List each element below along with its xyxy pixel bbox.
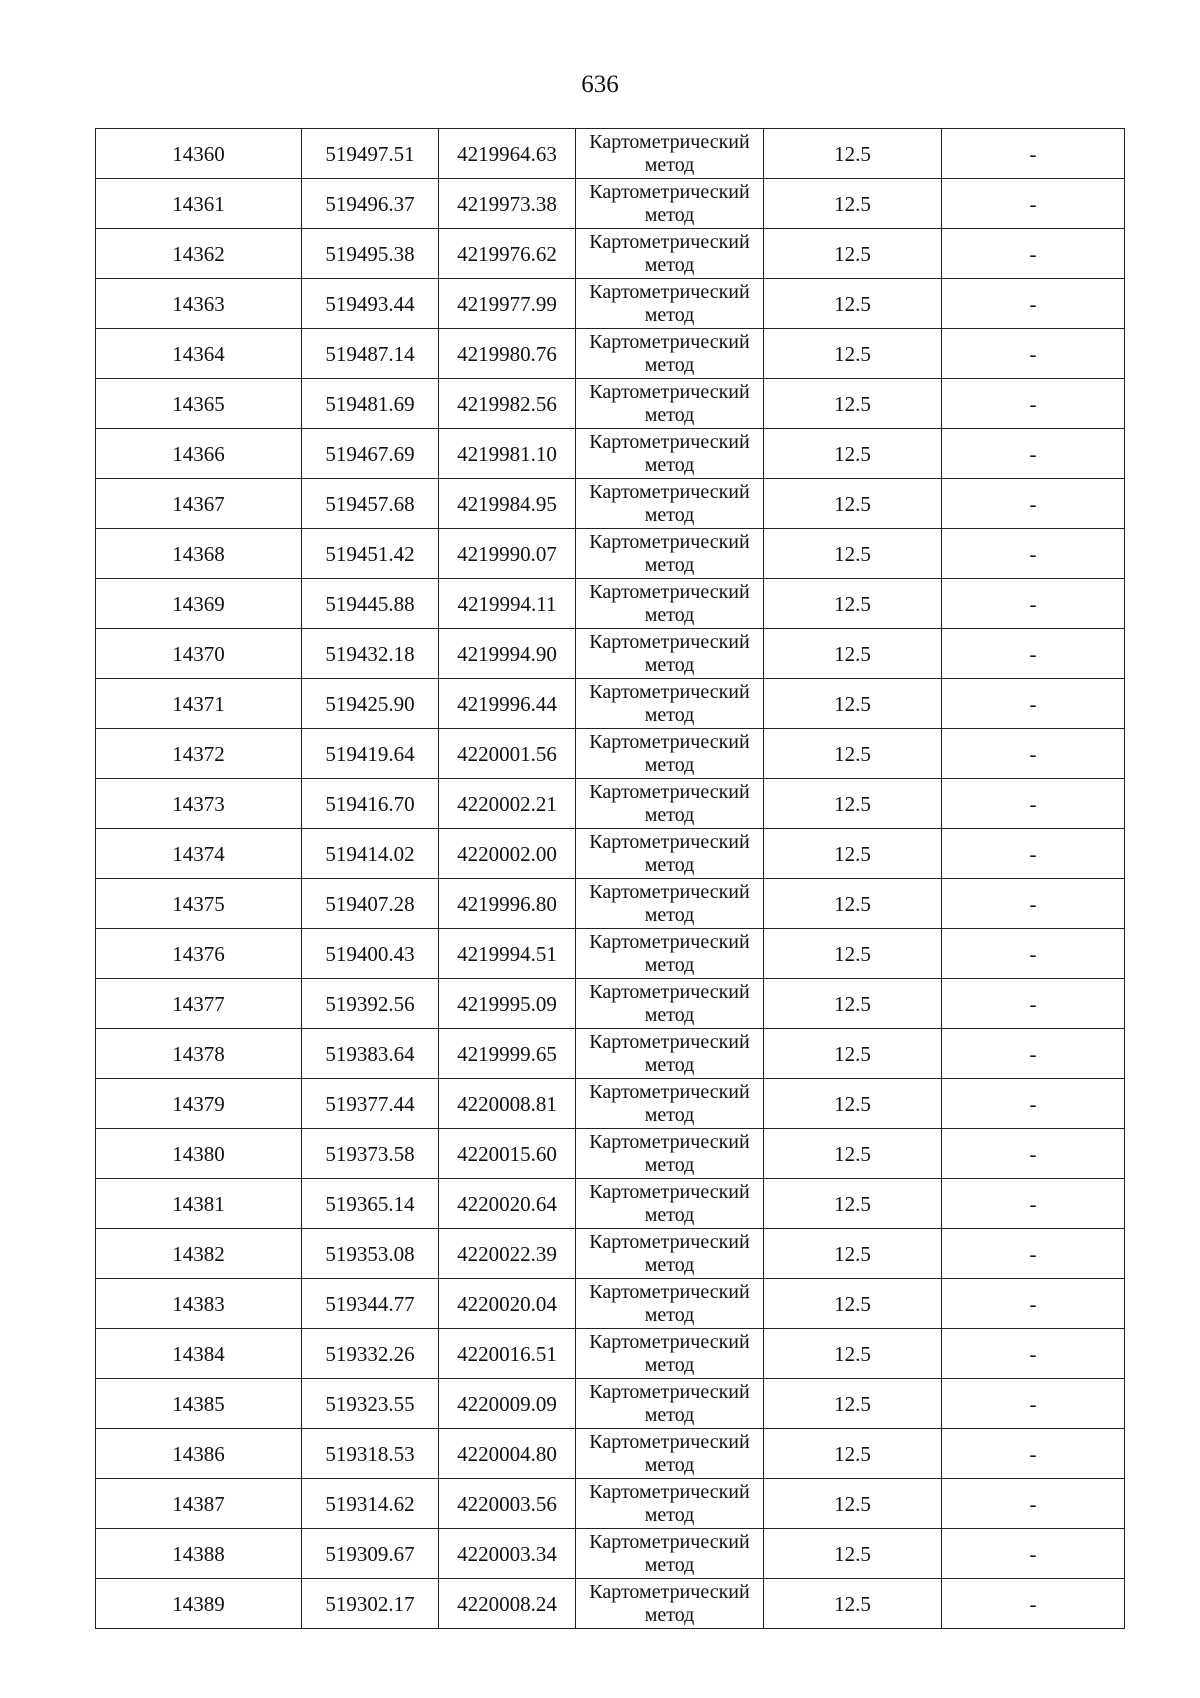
method-line-2: метод <box>644 503 695 526</box>
note-cell: - <box>942 329 1125 379</box>
x-coordinate-cell: 519383.64 <box>302 1029 439 1079</box>
point-number-cell: 14378 <box>96 1029 302 1079</box>
note-cell: - <box>942 229 1125 279</box>
method-cell <box>576 829 764 879</box>
method-cell <box>576 379 764 429</box>
y-coordinate-cell: 4219999.65 <box>439 1029 576 1079</box>
x-coordinate-cell: 519344.77 <box>302 1279 439 1329</box>
method-line-1: Картометрический <box>589 1030 750 1053</box>
accuracy-cell: 12.5 <box>764 779 942 829</box>
point-number-cell: 14387 <box>96 1479 302 1529</box>
method-cell <box>576 929 764 979</box>
method-cell <box>576 1229 764 1279</box>
method-line-1: Картометрический <box>589 280 750 303</box>
note-cell: - <box>942 679 1125 729</box>
method-cell <box>576 1329 764 1379</box>
y-coordinate-cell: 4220001.56 <box>439 729 576 779</box>
point-number-cell: 14368 <box>96 529 302 579</box>
method-line-2: метод <box>644 1253 695 1276</box>
method-line-1: Картометрический <box>589 1480 750 1503</box>
method-line-1: Картометрический <box>589 880 750 903</box>
method-line-1: Картометрический <box>589 830 750 853</box>
method-line-2: метод <box>644 803 695 826</box>
x-coordinate-cell: 519497.51 <box>302 129 439 179</box>
note-cell: - <box>942 1379 1125 1429</box>
method-cell <box>576 229 764 279</box>
method-line-2: метод <box>644 1353 695 1376</box>
page-number: 636 <box>581 71 619 98</box>
accuracy-cell: 12.5 <box>764 1079 942 1129</box>
point-number-cell: 14365 <box>96 379 302 429</box>
note-cell: - <box>942 479 1125 529</box>
table-row <box>96 1229 1125 1279</box>
point-number-cell: 14386 <box>96 1429 302 1479</box>
accuracy-cell: 12.5 <box>764 429 942 479</box>
method-cell <box>576 1079 764 1129</box>
method-line-1: Картометрический <box>589 1080 750 1103</box>
method-line-2: метод <box>644 1453 695 1476</box>
method-cell <box>576 179 764 229</box>
point-number-cell: 14374 <box>96 829 302 879</box>
point-number-cell: 14360 <box>96 129 302 179</box>
x-coordinate-cell: 519432.18 <box>302 629 439 679</box>
note-cell: - <box>942 579 1125 629</box>
y-coordinate-cell: 4220004.80 <box>439 1429 576 1479</box>
method-line-1: Картометрический <box>589 230 750 253</box>
method-cell <box>576 579 764 629</box>
x-coordinate-cell: 519314.62 <box>302 1479 439 1529</box>
accuracy-cell: 12.5 <box>764 679 942 729</box>
x-coordinate-cell: 519302.17 <box>302 1579 439 1629</box>
note-cell: - <box>942 1229 1125 1279</box>
method-line-1: Картометрический <box>589 1530 750 1553</box>
point-number-cell: 14384 <box>96 1329 302 1379</box>
accuracy-cell: 12.5 <box>764 379 942 429</box>
method-line-1: Картометрический <box>589 980 750 1003</box>
method-line-1: Картометрический <box>589 580 750 603</box>
method-cell <box>576 1129 764 1179</box>
method-line-1: Картометрический <box>589 780 750 803</box>
y-coordinate-cell: 4220003.34 <box>439 1529 576 1579</box>
method-line-2: метод <box>644 1553 695 1576</box>
note-cell: - <box>942 1029 1125 1079</box>
x-coordinate-cell: 519318.53 <box>302 1429 439 1479</box>
table-row <box>96 1079 1125 1129</box>
method-cell <box>576 1529 764 1579</box>
method-line-2: метод <box>644 753 695 776</box>
x-coordinate-cell: 519425.90 <box>302 679 439 729</box>
method-cell <box>576 429 764 479</box>
table-row <box>96 1279 1125 1329</box>
y-coordinate-cell: 4219977.99 <box>439 279 576 329</box>
method-line-2: метод <box>644 1303 695 1326</box>
point-number-cell: 14371 <box>96 679 302 729</box>
point-number-cell: 14361 <box>96 179 302 229</box>
y-coordinate-cell: 4219995.09 <box>439 979 576 1029</box>
table-row <box>96 879 1125 929</box>
note-cell: - <box>942 829 1125 879</box>
accuracy-cell: 12.5 <box>764 1379 942 1429</box>
method-line-2: метод <box>644 1603 695 1626</box>
method-line-1: Картометрический <box>589 1430 750 1453</box>
y-coordinate-cell: 4219994.90 <box>439 629 576 679</box>
point-number-cell: 14364 <box>96 329 302 379</box>
x-coordinate-cell: 519467.69 <box>302 429 439 479</box>
x-coordinate-cell: 519457.68 <box>302 479 439 529</box>
accuracy-cell: 12.5 <box>764 179 942 229</box>
table-row <box>96 479 1125 529</box>
point-number-cell: 14367 <box>96 479 302 529</box>
note-cell: - <box>942 1129 1125 1179</box>
method-cell <box>576 979 764 1029</box>
note-cell: - <box>942 1079 1125 1129</box>
note-cell: - <box>942 729 1125 779</box>
point-number-cell: 14383 <box>96 1279 302 1329</box>
point-number-cell: 14389 <box>96 1579 302 1629</box>
y-coordinate-cell: 4220020.04 <box>439 1279 576 1329</box>
table-row <box>96 179 1125 229</box>
point-number-cell: 14385 <box>96 1379 302 1429</box>
coordinates-table <box>95 128 1125 1629</box>
note-cell: - <box>942 1279 1125 1329</box>
coordinates-table-body <box>96 129 1125 1629</box>
accuracy-cell: 12.5 <box>764 329 942 379</box>
accuracy-cell: 12.5 <box>764 1129 942 1179</box>
y-coordinate-cell: 4219964.63 <box>439 129 576 179</box>
method-line-1: Картометрический <box>589 730 750 753</box>
x-coordinate-cell: 519451.42 <box>302 529 439 579</box>
point-number-cell: 14370 <box>96 629 302 679</box>
method-line-2: метод <box>644 853 695 876</box>
x-coordinate-cell: 519481.69 <box>302 379 439 429</box>
accuracy-cell: 12.5 <box>764 1329 942 1379</box>
accuracy-cell: 12.5 <box>764 1579 942 1629</box>
method-cell <box>576 1379 764 1429</box>
accuracy-cell: 12.5 <box>764 829 942 879</box>
table-row <box>96 1529 1125 1579</box>
method-cell <box>576 879 764 929</box>
method-line-1: Картометрический <box>589 1380 750 1403</box>
y-coordinate-cell: 4220022.39 <box>439 1229 576 1279</box>
accuracy-cell: 12.5 <box>764 929 942 979</box>
method-cell <box>576 1029 764 1079</box>
method-line-2: метод <box>644 1403 695 1426</box>
accuracy-cell: 12.5 <box>764 1279 942 1329</box>
method-line-1: Картометрический <box>589 630 750 653</box>
method-cell <box>576 129 764 179</box>
table-row <box>96 1179 1125 1229</box>
note-cell: - <box>942 979 1125 1029</box>
x-coordinate-cell: 519496.37 <box>302 179 439 229</box>
point-number-cell: 14373 <box>96 779 302 829</box>
note-cell: - <box>942 929 1125 979</box>
table-row <box>96 729 1125 779</box>
y-coordinate-cell: 4220008.81 <box>439 1079 576 1129</box>
table-row <box>96 629 1125 679</box>
method-line-1: Картометрический <box>589 1580 750 1603</box>
table-row <box>96 779 1125 829</box>
table-row <box>96 329 1125 379</box>
y-coordinate-cell: 4220008.24 <box>439 1579 576 1629</box>
method-line-2: метод <box>644 553 695 576</box>
method-cell <box>576 1279 764 1329</box>
x-coordinate-cell: 519493.44 <box>302 279 439 329</box>
x-coordinate-cell: 519365.14 <box>302 1179 439 1229</box>
note-cell: - <box>942 279 1125 329</box>
x-coordinate-cell: 519353.08 <box>302 1229 439 1279</box>
accuracy-cell: 12.5 <box>764 979 942 1029</box>
table-row <box>96 1429 1125 1479</box>
method-line-2: метод <box>644 603 695 626</box>
method-line-2: метод <box>644 1153 695 1176</box>
accuracy-cell: 12.5 <box>764 729 942 779</box>
method-line-1: Картометрический <box>589 180 750 203</box>
point-number-cell: 14375 <box>96 879 302 929</box>
y-coordinate-cell: 4219984.95 <box>439 479 576 529</box>
note-cell: - <box>942 1579 1125 1629</box>
accuracy-cell: 12.5 <box>764 629 942 679</box>
method-line-2: метод <box>644 253 695 276</box>
note-cell: - <box>942 529 1125 579</box>
method-line-2: метод <box>644 203 695 226</box>
y-coordinate-cell: 4219996.80 <box>439 879 576 929</box>
method-line-2: метод <box>644 353 695 376</box>
method-line-2: метод <box>644 403 695 426</box>
y-coordinate-cell: 4220015.60 <box>439 1129 576 1179</box>
table-row <box>96 379 1125 429</box>
method-line-1: Картометрический <box>589 380 750 403</box>
method-line-1: Картометрический <box>589 430 750 453</box>
note-cell: - <box>942 1429 1125 1479</box>
y-coordinate-cell: 4219981.10 <box>439 429 576 479</box>
note-cell: - <box>942 1329 1125 1379</box>
note-cell: - <box>942 179 1125 229</box>
method-line-1: Картометрический <box>589 1130 750 1153</box>
method-line-2: метод <box>644 1053 695 1076</box>
y-coordinate-cell: 4219982.56 <box>439 379 576 429</box>
table-row <box>96 529 1125 579</box>
method-cell <box>576 1429 764 1479</box>
note-cell: - <box>942 429 1125 479</box>
x-coordinate-cell: 519400.43 <box>302 929 439 979</box>
x-coordinate-cell: 519309.67 <box>302 1529 439 1579</box>
x-coordinate-cell: 519332.26 <box>302 1329 439 1379</box>
table-row <box>96 1329 1125 1379</box>
method-cell <box>576 779 764 829</box>
method-line-1: Картометрический <box>589 930 750 953</box>
x-coordinate-cell: 519392.56 <box>302 979 439 1029</box>
method-line-2: метод <box>644 303 695 326</box>
x-coordinate-cell: 519445.88 <box>302 579 439 629</box>
point-number-cell: 14369 <box>96 579 302 629</box>
method-line-2: метод <box>644 903 695 926</box>
point-number-cell: 14380 <box>96 1129 302 1179</box>
x-coordinate-cell: 519373.58 <box>302 1129 439 1179</box>
method-line-1: Картометрический <box>589 330 750 353</box>
x-coordinate-cell: 519416.70 <box>302 779 439 829</box>
table-row <box>96 429 1125 479</box>
accuracy-cell: 12.5 <box>764 479 942 529</box>
table-row <box>96 229 1125 279</box>
note-cell: - <box>942 779 1125 829</box>
accuracy-cell: 12.5 <box>764 229 942 279</box>
method-line-1: Картометрический <box>589 1330 750 1353</box>
x-coordinate-cell: 519414.02 <box>302 829 439 879</box>
accuracy-cell: 12.5 <box>764 1229 942 1279</box>
y-coordinate-cell: 4220003.56 <box>439 1479 576 1529</box>
y-coordinate-cell: 4219980.76 <box>439 329 576 379</box>
method-line-1: Картометрический <box>589 480 750 503</box>
x-coordinate-cell: 519407.28 <box>302 879 439 929</box>
y-coordinate-cell: 4220002.21 <box>439 779 576 829</box>
y-coordinate-cell: 4219994.11 <box>439 579 576 629</box>
point-number-cell: 14382 <box>96 1229 302 1279</box>
note-cell: - <box>942 379 1125 429</box>
method-line-1: Картометрический <box>589 680 750 703</box>
method-cell <box>576 1479 764 1529</box>
y-coordinate-cell: 4219994.51 <box>439 929 576 979</box>
note-cell: - <box>942 1479 1125 1529</box>
method-cell <box>576 279 764 329</box>
accuracy-cell: 12.5 <box>764 279 942 329</box>
method-cell <box>576 679 764 729</box>
x-coordinate-cell: 519377.44 <box>302 1079 439 1129</box>
accuracy-cell: 12.5 <box>764 1029 942 1079</box>
table-row <box>96 979 1125 1029</box>
accuracy-cell: 12.5 <box>764 129 942 179</box>
method-cell <box>576 1579 764 1629</box>
point-number-cell: 14381 <box>96 1179 302 1229</box>
table-row <box>96 929 1125 979</box>
accuracy-cell: 12.5 <box>764 1429 942 1479</box>
method-cell <box>576 329 764 379</box>
table-row <box>96 1379 1125 1429</box>
table-row <box>96 679 1125 729</box>
point-number-cell: 14372 <box>96 729 302 779</box>
y-coordinate-cell: 4220009.09 <box>439 1379 576 1429</box>
table-row <box>96 1129 1125 1179</box>
y-coordinate-cell: 4220002.00 <box>439 829 576 879</box>
method-line-2: метод <box>644 953 695 976</box>
method-cell <box>576 629 764 679</box>
point-number-cell: 14377 <box>96 979 302 1029</box>
x-coordinate-cell: 519495.38 <box>302 229 439 279</box>
x-coordinate-cell: 519487.14 <box>302 329 439 379</box>
point-number-cell: 14379 <box>96 1079 302 1129</box>
y-coordinate-cell: 4219996.44 <box>439 679 576 729</box>
method-line-2: метод <box>644 153 695 176</box>
method-line-2: метод <box>644 703 695 726</box>
table-row <box>96 129 1125 179</box>
accuracy-cell: 12.5 <box>764 1529 942 1579</box>
note-cell: - <box>942 1529 1125 1579</box>
method-line-1: Картометрический <box>589 1280 750 1303</box>
point-number-cell: 14366 <box>96 429 302 479</box>
note-cell: - <box>942 629 1125 679</box>
accuracy-cell: 12.5 <box>764 529 942 579</box>
point-number-cell: 14388 <box>96 1529 302 1579</box>
method-line-2: метод <box>644 1203 695 1226</box>
accuracy-cell: 12.5 <box>764 879 942 929</box>
x-coordinate-cell: 519323.55 <box>302 1379 439 1429</box>
y-coordinate-cell: 4219973.38 <box>439 179 576 229</box>
accuracy-cell: 12.5 <box>764 579 942 629</box>
table-row <box>96 1029 1125 1079</box>
accuracy-cell: 12.5 <box>764 1479 942 1529</box>
note-cell: - <box>942 879 1125 929</box>
method-line-2: метод <box>644 453 695 476</box>
method-line-2: метод <box>644 653 695 676</box>
method-line-1: Картометрический <box>589 1180 750 1203</box>
y-coordinate-cell: 4219990.07 <box>439 529 576 579</box>
note-cell: - <box>942 1179 1125 1229</box>
point-number-cell: 14376 <box>96 929 302 979</box>
y-coordinate-cell: 4219976.62 <box>439 229 576 279</box>
point-number-cell: 14363 <box>96 279 302 329</box>
note-cell: - <box>942 129 1125 179</box>
table-row <box>96 579 1125 629</box>
method-line-1: Картометрический <box>589 130 750 153</box>
method-line-2: метод <box>644 1103 695 1126</box>
table-row <box>96 1579 1125 1629</box>
table-row <box>96 1479 1125 1529</box>
y-coordinate-cell: 4220020.64 <box>439 1179 576 1229</box>
method-line-2: метод <box>644 1003 695 1026</box>
accuracy-cell: 12.5 <box>764 1179 942 1229</box>
method-cell <box>576 1179 764 1229</box>
point-number-cell: 14362 <box>96 229 302 279</box>
method-cell <box>576 529 764 579</box>
method-line-2: метод <box>644 1503 695 1526</box>
table-row <box>96 829 1125 879</box>
method-line-1: Картометрический <box>589 530 750 553</box>
method-cell <box>576 479 764 529</box>
method-line-1: Картометрический <box>589 1230 750 1253</box>
y-coordinate-cell: 4220016.51 <box>439 1329 576 1379</box>
method-cell <box>576 729 764 779</box>
x-coordinate-cell: 519419.64 <box>302 729 439 779</box>
table-row <box>96 279 1125 329</box>
